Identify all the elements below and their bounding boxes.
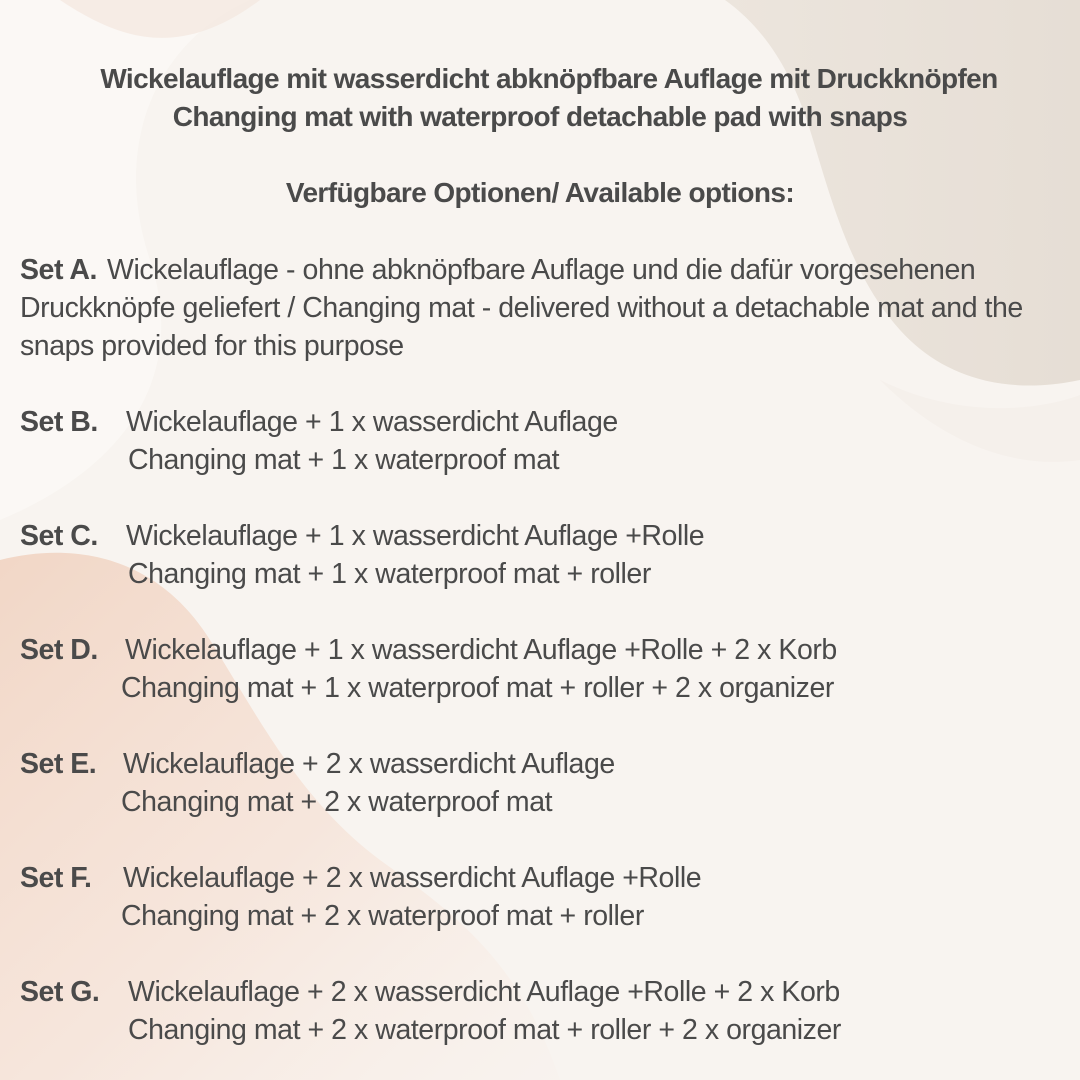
page-subtitle: Changing mat with waterproof detachable pad with snaps: [172, 101, 908, 132]
option-description-en: Changing mat + 2 x waterproof mat: [121, 786, 553, 818]
options-heading: Verfügbare Optionen/ Available options:: [285, 177, 795, 208]
option-description-en: Changing mat + 1 x waterproof mat + roller + 2 x organizer: [121, 672, 834, 704]
option-set-a: [20, 251, 1065, 365]
option-label: Set A.: [20, 254, 98, 286]
option-label: Set G.: [20, 976, 100, 1008]
option-description-en: Changing mat + 2 x waterproof mat + roller: [121, 900, 644, 932]
option-description-en: Changing mat + 1 x waterproof mat: [128, 444, 560, 476]
option-description-en: Changing mat + 1 x waterproof mat + roller: [128, 558, 651, 590]
option-description-de: Wickelauflage + 1 x wasserdicht Auflage +Rolle: [126, 520, 705, 552]
option-label: Set D.: [20, 634, 98, 666]
option-description-de: Wickelauflage + 2 x wasserdicht Auflage: [123, 748, 615, 780]
option-description-de: Wickelauflage + 1 x wasserdicht Auflage: [126, 406, 618, 438]
option-label: Set C.: [20, 520, 98, 552]
option-label: Set F.: [20, 862, 92, 894]
option-description: Wickelauflage - ohne abknöpfbare Auflage und die dafür vorgesehenen Druckknöpfe geliefert / Changing mat - delivered without a detachable mat and the snaps provided for this purpose: [20, 254, 1023, 362]
option-description-en: Changing mat + 2 x waterproof mat + roller + 2 x organizer: [128, 1014, 841, 1046]
option-description-de: Wickelauflage + 2 x wasserdicht Auflage +Rolle: [123, 862, 702, 894]
option-description-de: Wickelauflage + 2 x wasserdicht Auflage +Rolle + 2 x Korb: [128, 976, 840, 1008]
page-title: Wickelauflage mit wasserdicht abknöpfbare Auflage mit Druckknöpfen: [100, 63, 998, 94]
option-label: Set B.: [20, 406, 98, 438]
option-label: Set E.: [20, 748, 97, 780]
option-description-de: Wickelauflage + 1 x wasserdicht Auflage +Rolle + 2 x Korb: [125, 634, 837, 666]
